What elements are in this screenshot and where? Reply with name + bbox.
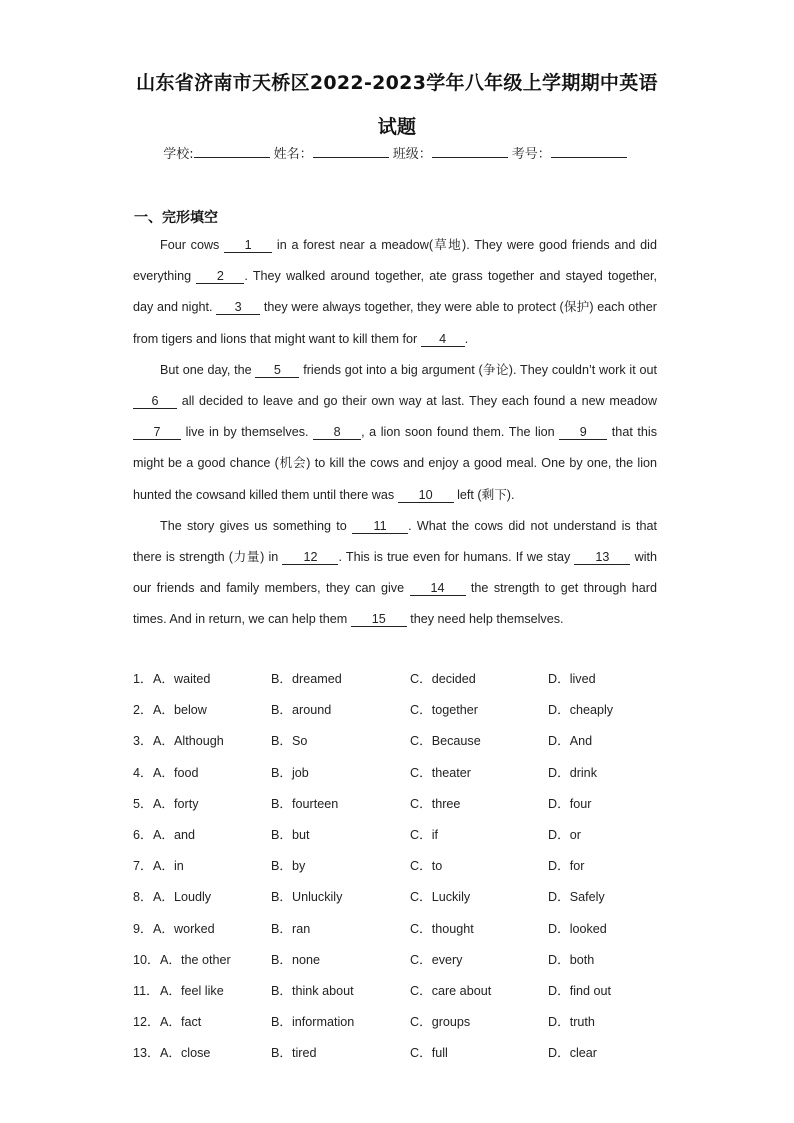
option-a[interactable]: A．fact bbox=[160, 1015, 202, 1030]
blank-1: 1 bbox=[224, 238, 272, 253]
blank-6: 6 bbox=[133, 394, 177, 409]
passage-text: in a forest near a meadow(草地). They were good friends and did everything bbox=[133, 238, 657, 284]
number-blank[interactable] bbox=[551, 145, 627, 158]
option-a[interactable]: A．in bbox=[153, 859, 184, 874]
option-a[interactable]: A．feel like bbox=[160, 983, 224, 998]
blank-9: 9 bbox=[559, 425, 607, 440]
question-number: 12． bbox=[133, 1015, 160, 1030]
option-c[interactable]: C．every bbox=[410, 952, 463, 967]
option-b[interactable]: B．fourteen bbox=[271, 796, 339, 811]
blank-3: 3 bbox=[216, 300, 260, 315]
option-a[interactable]: A．Loudly bbox=[153, 890, 212, 905]
option-b[interactable]: B．but bbox=[271, 827, 310, 842]
option-d[interactable]: D．lived bbox=[548, 672, 596, 686]
question-number: 10． bbox=[133, 952, 160, 967]
passage-text: Four cows bbox=[160, 238, 225, 252]
question-row bbox=[133, 1038, 673, 1069]
question-number: 11． bbox=[133, 983, 159, 998]
blank-12: 12 bbox=[282, 550, 338, 565]
option-b[interactable]: B．around bbox=[271, 703, 332, 718]
option-a[interactable]: A．and bbox=[153, 827, 196, 842]
option-b[interactable]: B．dreamed bbox=[271, 672, 342, 686]
option-c[interactable]: C．if bbox=[410, 827, 438, 842]
option-c[interactable]: C．decided bbox=[410, 672, 476, 686]
question-row bbox=[133, 664, 673, 695]
option-d[interactable]: D．looked bbox=[548, 921, 607, 936]
question-number: 4． bbox=[133, 765, 153, 780]
blank-10: 10 bbox=[398, 488, 454, 503]
passage-text: all decided to leave and go their own way at last. They each found a new meadow bbox=[177, 394, 657, 409]
passage-text: . What the cows did not understand is that there is strength (力量) in bbox=[133, 518, 658, 565]
passage-text: left (剩下). bbox=[453, 487, 515, 502]
question-number: 6． bbox=[133, 827, 153, 842]
passage-text: But one day, the bbox=[160, 362, 256, 377]
passage-text: , a lion soon found them. The lion bbox=[361, 425, 560, 440]
option-b[interactable]: B．So bbox=[271, 734, 308, 749]
option-c[interactable]: C．to bbox=[410, 859, 443, 874]
school-blank[interactable] bbox=[194, 145, 270, 158]
option-d[interactable]: D．Safely bbox=[548, 890, 605, 905]
passage-text: the strength to get through hard times. And in return, we can help them bbox=[133, 581, 657, 627]
blank-15: 15 bbox=[351, 612, 407, 627]
blank-2: 2 bbox=[196, 269, 244, 284]
option-a[interactable]: A．forty bbox=[153, 796, 199, 811]
passage-text: The story gives us something to bbox=[160, 518, 353, 533]
name-blank[interactable] bbox=[313, 145, 389, 158]
option-c[interactable]: C．Luckily bbox=[410, 890, 471, 905]
question-row bbox=[133, 976, 673, 1007]
passage-text: they need help themselves. bbox=[406, 612, 564, 627]
question-row bbox=[133, 1007, 673, 1038]
passage-text: friends got into a big argument (争论). They couldn’t work it out bbox=[299, 362, 657, 377]
option-b[interactable]: B．ran bbox=[271, 921, 311, 936]
option-c[interactable]: C．Because bbox=[410, 734, 481, 749]
option-d[interactable]: D．truth bbox=[548, 1015, 595, 1030]
option-c[interactable]: C．care about bbox=[410, 983, 492, 998]
option-b[interactable]: B．job bbox=[271, 765, 309, 780]
passage-text: they were always together, they were able to protect (保护) each other from tigers and lions that might want to kill them for bbox=[133, 300, 657, 346]
option-d[interactable]: D．four bbox=[548, 796, 592, 811]
number-label: 考号： bbox=[511, 147, 551, 162]
question-row bbox=[133, 726, 673, 757]
option-c[interactable]: C．groups bbox=[410, 1015, 471, 1030]
option-c[interactable]: C．full bbox=[410, 1046, 448, 1061]
option-a[interactable]: A．worked bbox=[153, 921, 215, 936]
option-c[interactable]: C．thought bbox=[410, 921, 474, 936]
question-list bbox=[133, 664, 673, 1069]
student-info-line bbox=[0, 143, 794, 162]
question-number: 13． bbox=[133, 1046, 160, 1061]
option-a[interactable]: A．waited bbox=[153, 672, 211, 686]
blank-5: 5 bbox=[255, 363, 299, 378]
section-heading: 一、完形填空 bbox=[134, 210, 218, 226]
blank-11: 11 bbox=[352, 519, 408, 534]
option-d[interactable]: D．or bbox=[548, 827, 581, 842]
option-b[interactable]: B．information bbox=[271, 1015, 355, 1030]
option-d[interactable]: D．clear bbox=[548, 1046, 597, 1061]
option-a[interactable]: A．food bbox=[153, 765, 199, 780]
question-row bbox=[133, 851, 673, 882]
exam-title-line2: 试题 bbox=[377, 116, 417, 138]
question-number: 7． bbox=[133, 859, 153, 874]
option-b[interactable]: B．think about bbox=[271, 983, 354, 998]
passage-text: . They walked around together, ate grass together and stayed together, day and night. bbox=[133, 269, 657, 315]
option-d[interactable]: D．both bbox=[548, 952, 595, 967]
cloze-passage bbox=[133, 230, 657, 636]
question-row bbox=[133, 820, 673, 851]
question-row bbox=[133, 882, 673, 913]
blank-4: 4 bbox=[421, 332, 465, 347]
question-number: 1． bbox=[133, 672, 153, 686]
passage-text: that this might be a good chance (机会) to kill the cows and enjoy a good meal. One by one, the lion hunted the cowsand killed them until there was bbox=[133, 425, 657, 502]
passage-text: with our friends and family members, they can give bbox=[133, 550, 657, 596]
option-d[interactable]: D．And bbox=[548, 734, 593, 749]
option-d[interactable]: D．for bbox=[548, 859, 585, 874]
question-number: 2． bbox=[133, 703, 153, 718]
question-number: 5． bbox=[133, 796, 153, 811]
passage-paragraph-1 bbox=[133, 230, 657, 355]
question-row bbox=[133, 695, 673, 726]
question-row bbox=[133, 789, 673, 820]
class-blank[interactable] bbox=[432, 145, 508, 158]
blank-7: 7 bbox=[133, 425, 181, 440]
passage-paragraph-3 bbox=[133, 511, 657, 636]
passage-paragraph-2 bbox=[133, 355, 657, 511]
passage-text: . This is true even for humans. If we stay bbox=[338, 550, 575, 565]
option-c[interactable]: C．three bbox=[410, 796, 461, 811]
question-number: 9． bbox=[133, 921, 153, 936]
option-a[interactable]: A．Although bbox=[153, 734, 224, 749]
name-label: 姓名： bbox=[273, 147, 313, 162]
question-number: 3． bbox=[133, 734, 153, 749]
option-c[interactable]: C．theater bbox=[410, 765, 471, 780]
blank-8: 8 bbox=[313, 425, 361, 440]
question-row bbox=[133, 758, 673, 789]
option-a[interactable]: A．close bbox=[160, 1046, 211, 1061]
blank-13: 13 bbox=[574, 550, 630, 565]
exam-title-line1: 山东省济南市天桥区2022-2023学年八年级上学期期中英语 bbox=[136, 72, 658, 94]
class-label: 班级： bbox=[392, 147, 432, 162]
option-d[interactable]: D．cheaply bbox=[548, 703, 614, 718]
option-a[interactable]: A．the other bbox=[160, 952, 231, 967]
school-label: 学校: bbox=[163, 147, 194, 162]
option-b[interactable]: B．tired bbox=[271, 1046, 317, 1061]
question-row bbox=[133, 945, 673, 976]
option-b[interactable]: B．by bbox=[271, 859, 306, 874]
option-b[interactable]: B．Unluckily bbox=[271, 890, 343, 905]
passage-text: live in by themselves. bbox=[181, 425, 314, 440]
option-b[interactable]: B．none bbox=[271, 952, 321, 967]
question-number: 8． bbox=[133, 890, 153, 905]
question-row bbox=[133, 914, 673, 945]
option-c[interactable]: C．together bbox=[410, 703, 478, 718]
blank-14: 14 bbox=[410, 581, 466, 596]
option-a[interactable]: A．below bbox=[153, 703, 207, 718]
option-d[interactable]: D．find out bbox=[548, 983, 611, 998]
option-d[interactable]: D．drink bbox=[548, 765, 597, 780]
passage-text: . bbox=[464, 331, 469, 346]
